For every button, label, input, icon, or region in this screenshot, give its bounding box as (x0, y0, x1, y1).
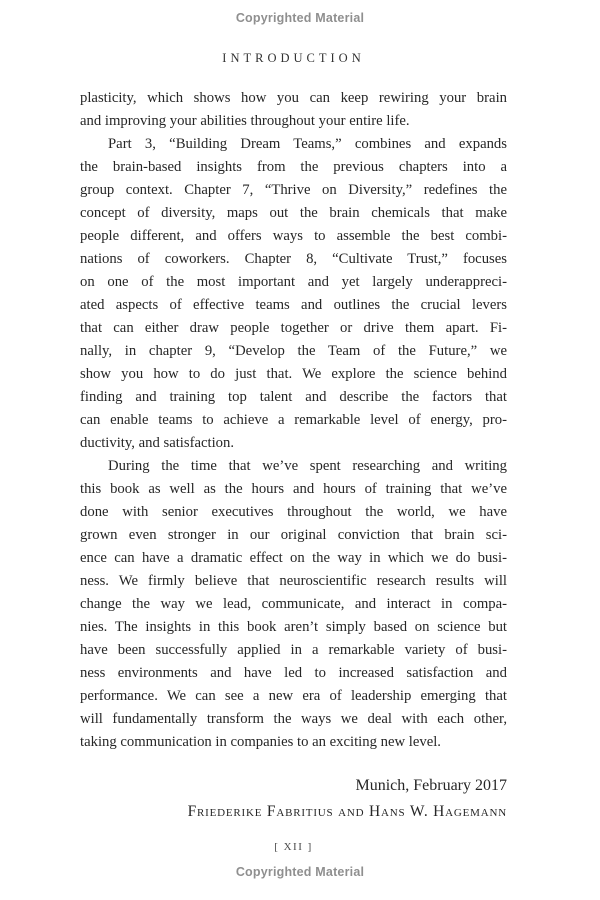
text-line: this book as well as the hours and hours of training that we’ve (80, 481, 507, 497)
text-line: ated aspects of effective teams and outlines the crucial levers (80, 297, 507, 313)
text-line: nally, in chapter 9, “Develop the Team of the Future,” we (80, 343, 507, 359)
paragraph-2 (80, 133, 507, 455)
text-line: and improving your abilities throughout your entire life. (80, 113, 410, 129)
copyright-watermark-bottom: Copyrighted Material (235, 865, 365, 879)
text-line: ness environments and have led to increased satisfaction and (80, 665, 507, 681)
text-line: have been successfully applied in a remarkable variety of busi- (80, 642, 507, 658)
paragraph-3 (80, 455, 507, 754)
text-line: performance. We can see a new era of leadership emerging that (80, 688, 507, 704)
text-line: finding and training top talent and describe the factors that (80, 389, 507, 405)
text-line: that can either draw people together or drive them apart. Fi- (80, 320, 507, 336)
copyright-watermark-top: Copyrighted Material (235, 11, 365, 25)
text-line: nations of coworkers. Chapter 8, “Cultivate Trust,” focuses (80, 251, 507, 267)
text-line: ence can have a dramatic effect on the way in which we do busi- (80, 550, 507, 566)
text-line: the brain-based insights from the previous chapters into a (80, 159, 507, 175)
text-line: change the way we lead, communicate, and interact in compa- (80, 596, 507, 612)
signature-authors: Friederike Fabritius and Hans W. Hagemann (187, 803, 507, 820)
text-line: Part 3, “Building Dream Teams,” combines and expands (108, 136, 507, 152)
signature-block (80, 775, 507, 823)
text-line: people different, and offers ways to assemble the best combi- (80, 228, 507, 244)
text-line: nies. The insights in this book aren’t simply based on science but (80, 619, 507, 635)
page-number: [ XII ] (274, 841, 313, 853)
text-line: done with senior executives throughout the world, we have (80, 504, 507, 520)
body-text (80, 87, 507, 754)
text-line: taking communication in companies to an exciting new level. (80, 734, 441, 750)
text-line: concept of diversity, maps out the brain chemicals that make (80, 205, 507, 221)
text-line: can enable teams to achieve a remarkable level of energy, pro- (80, 412, 507, 428)
text-line: plasticity, which shows how you can keep rewiring your brain (80, 90, 507, 106)
text-line: grown even stronger in our original conviction that brain sci- (80, 527, 507, 543)
text-line: ness. We firmly believe that neuroscientific research results will (80, 573, 507, 589)
text-column (80, 0, 507, 900)
text-line: During the time that we’ve spent researching and writing (108, 458, 507, 474)
chapter-heading: INTRODUCTION (222, 51, 365, 65)
text-line: ductivity, and satisfaction. (80, 435, 235, 451)
text-line: will fundamentally transform the ways we deal with each other, (80, 711, 507, 727)
text-line: show you how to do just that. We explore the science behind (80, 366, 507, 382)
paragraph-1 (80, 87, 507, 133)
signature-place-date: Munich, February 2017 (355, 777, 507, 794)
text-line: group context. Chapter 7, “Thrive on Diversity,” redefines the (80, 182, 507, 198)
text-line: on one of the most important and yet largely underappreci- (80, 274, 507, 290)
